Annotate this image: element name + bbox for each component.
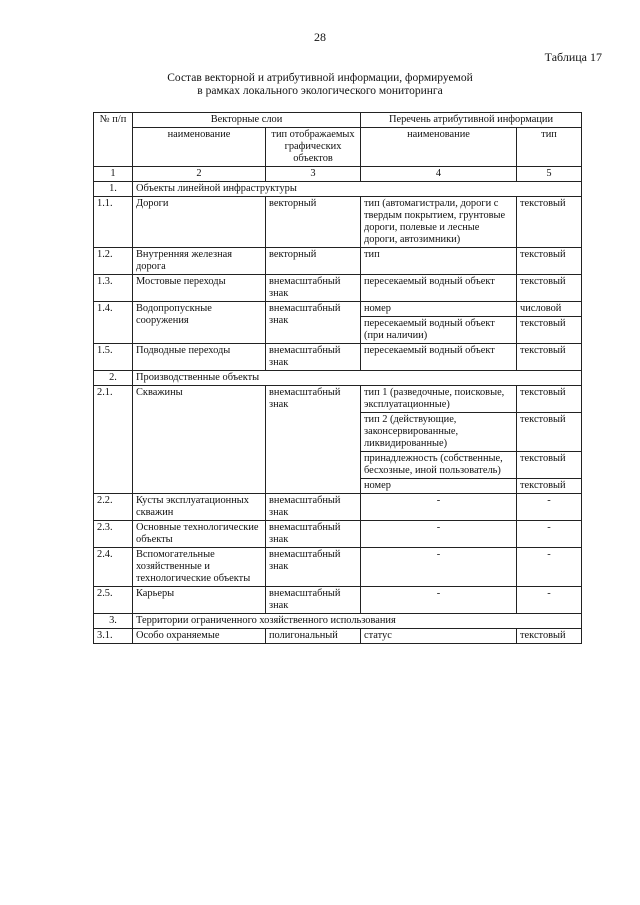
- row-obj-type: внемасштабный знак: [266, 275, 361, 302]
- table-row: [94, 275, 582, 302]
- section-row: [94, 614, 582, 629]
- row-num: 1.5.: [94, 344, 133, 371]
- row-attr-type: текстовый: [517, 479, 582, 494]
- section-num: 3.: [94, 614, 133, 629]
- section-row: [94, 371, 582, 386]
- row-attr: тип: [361, 248, 517, 275]
- row-attr: пересекаемый водный объект: [361, 275, 517, 302]
- header-attr-name: наименование: [361, 128, 517, 167]
- header-obj-type: тип отображаемых графических объектов: [266, 128, 361, 167]
- row-attr-type: текстовый: [517, 317, 582, 344]
- data-table: [93, 112, 582, 644]
- section-title: Объекты линейной инфраструктуры: [133, 182, 582, 197]
- row-attr: тип 2 (действующие, законсервированные, ликвидированные): [361, 413, 517, 452]
- table-row: [94, 629, 582, 644]
- row-attr-type: текстовый: [517, 386, 582, 413]
- row-attr-type: текстовый: [517, 413, 582, 452]
- row-num: 2.1.: [94, 386, 133, 494]
- row-name: Дороги: [133, 197, 266, 248]
- section-num: 1.: [94, 182, 133, 197]
- header-row-1: [94, 113, 582, 128]
- table-row: [94, 494, 582, 521]
- row-attr: номер: [361, 479, 517, 494]
- row-name: Кусты эксплуатационных скважин: [133, 494, 266, 521]
- row-num: 1.3.: [94, 275, 133, 302]
- table-row: [94, 386, 582, 413]
- row-obj-type: полигональный: [266, 629, 361, 644]
- row-num: 2.2.: [94, 494, 133, 521]
- document-title: [0, 72, 640, 98]
- row-attr-type: текстовый: [517, 248, 582, 275]
- row-attr: -: [361, 548, 517, 587]
- row-name: Основные технологические объекты: [133, 521, 266, 548]
- row-attr-type: текстовый: [517, 452, 582, 479]
- header-row-2: [94, 128, 582, 167]
- row-attr: пересекаемый водный объект: [361, 344, 517, 371]
- row-obj-type: внемасштабный знак: [266, 302, 361, 344]
- row-num: 3.1.: [94, 629, 133, 644]
- row-attr: статус: [361, 629, 517, 644]
- table-row: [94, 548, 582, 587]
- section-num: 2.: [94, 371, 133, 386]
- row-num: 1.1.: [94, 197, 133, 248]
- row-attr: -: [361, 587, 517, 614]
- table-row: [94, 521, 582, 548]
- row-attr: -: [361, 494, 517, 521]
- section-row: [94, 182, 582, 197]
- row-attr-type: -: [517, 494, 582, 521]
- row-obj-type: внемасштабный знак: [266, 521, 361, 548]
- row-attr-type: текстовый: [517, 629, 582, 644]
- header-name: наименование: [133, 128, 266, 167]
- table-row: [94, 248, 582, 275]
- row-obj-type: внемасштабный знак: [266, 344, 361, 371]
- row-name: Подводные переходы: [133, 344, 266, 371]
- section-title: Территории ограниченного хозяйственного использования: [133, 614, 582, 629]
- row-attr-type: -: [517, 521, 582, 548]
- row-num: 2.3.: [94, 521, 133, 548]
- row-obj-type: внемасштабный знак: [266, 548, 361, 587]
- row-attr-type: -: [517, 587, 582, 614]
- row-name: Мостовые переходы: [133, 275, 266, 302]
- row-name: Скважины: [133, 386, 266, 494]
- row-attr: принадлежность (собственные, бесхозные, иной пользователь): [361, 452, 517, 479]
- title-line-1: Состав векторной и атрибутивной информации, формируемой: [167, 72, 473, 84]
- row-attr: -: [361, 521, 517, 548]
- col-number: 5: [517, 167, 582, 182]
- column-number-row: [94, 167, 582, 182]
- row-name: Особо охраняемые: [133, 629, 266, 644]
- row-attr-type: -: [517, 548, 582, 587]
- row-attr-type: текстовый: [517, 275, 582, 302]
- row-attr: тип 1 (разведочные, поисковые, эксплуатационные): [361, 386, 517, 413]
- row-attr: номер: [361, 302, 517, 317]
- table-row: [94, 344, 582, 371]
- row-name: Вспомогательные хозяйственные и технологические объекты: [133, 548, 266, 587]
- row-num: 1.2.: [94, 248, 133, 275]
- row-obj-type: векторный: [266, 248, 361, 275]
- row-obj-type: внемасштабный знак: [266, 386, 361, 494]
- row-num: 2.4.: [94, 548, 133, 587]
- row-num: 2.5.: [94, 587, 133, 614]
- page-number: 28: [314, 30, 326, 44]
- row-name: Внутренняя железная дорога: [133, 248, 266, 275]
- header-num: № п/п: [94, 113, 133, 167]
- row-attr: пересекаемый водный объект (при наличии): [361, 317, 517, 344]
- row-name: Водопропускные сооружения: [133, 302, 266, 344]
- title-line-2: в рамках локального экологического мониторинга: [197, 85, 443, 97]
- row-attr-type: текстовый: [517, 197, 582, 248]
- header-attr-list: Перечень атрибутивной информации: [361, 113, 582, 128]
- row-obj-type: внемасштабный знак: [266, 587, 361, 614]
- col-number: 4: [361, 167, 517, 182]
- table-row: [94, 302, 582, 317]
- row-name: Карьеры: [133, 587, 266, 614]
- header-vector-layers: Векторные слои: [133, 113, 361, 128]
- col-number: 3: [266, 167, 361, 182]
- table-row: [94, 197, 582, 248]
- header-attr-type: тип: [517, 128, 582, 167]
- row-attr-type: числовой: [517, 302, 582, 317]
- col-number: 2: [133, 167, 266, 182]
- section-title: Производственные объекты: [133, 371, 582, 386]
- table-label: Таблица 17: [544, 50, 602, 64]
- row-attr-type: текстовый: [517, 344, 582, 371]
- row-obj-type: внемасштабный знак: [266, 494, 361, 521]
- row-attr: тип (автомагистрали, дороги с твердым покрытием, грунтовые дороги, полевые и лесные дороги, автозимники): [361, 197, 517, 248]
- row-num: 1.4.: [94, 302, 133, 344]
- table-row: [94, 587, 582, 614]
- row-obj-type: векторный: [266, 197, 361, 248]
- col-number: 1: [94, 167, 133, 182]
